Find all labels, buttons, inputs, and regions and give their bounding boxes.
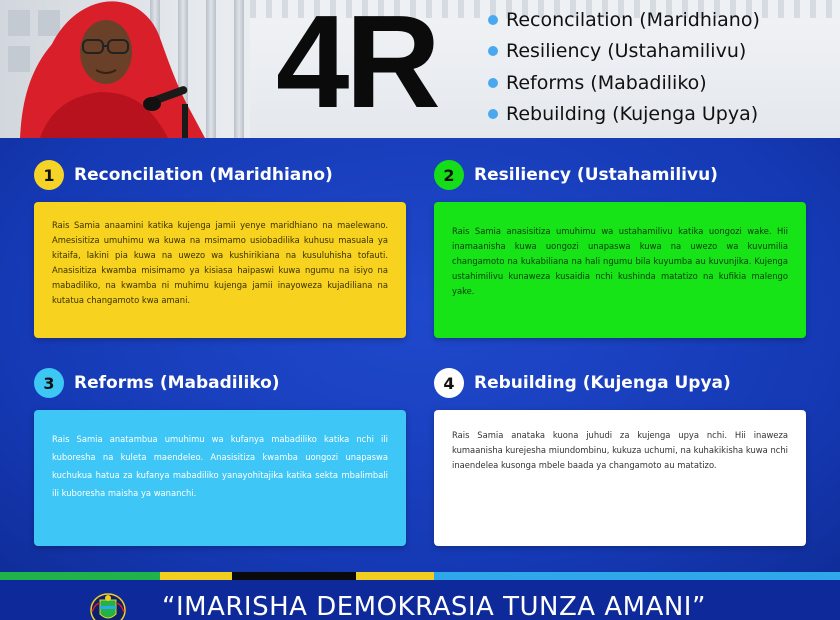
stripe-segment	[434, 572, 840, 580]
bullet-icon	[488, 78, 498, 88]
coat-of-arms-icon	[88, 588, 128, 620]
stripe-segment	[232, 572, 356, 580]
bullet-icon	[488, 46, 498, 56]
card-reconciliation	[34, 202, 406, 338]
stripe-segment	[160, 572, 232, 580]
header-list-item	[488, 99, 760, 131]
header-list-item	[488, 36, 760, 68]
bullet-icon	[488, 109, 498, 119]
footer	[0, 580, 840, 620]
stripe-segment	[0, 572, 160, 580]
president-portrait	[0, 0, 250, 138]
section-heading-resiliency	[434, 160, 718, 190]
flag-stripe	[0, 572, 840, 580]
card-reforms	[34, 410, 406, 546]
section-title: Rebuilding (Kujenga Upya)	[474, 373, 731, 393]
section-heading-reconciliation	[34, 160, 333, 190]
header-list-item	[488, 67, 760, 99]
header-item-label: Rebuilding (Kujenga Upya)	[506, 103, 759, 126]
header-list	[488, 4, 760, 130]
section-heading-rebuilding	[434, 368, 731, 398]
header-item-label: Reforms (Mabadiliko)	[506, 71, 707, 94]
headline-4r: 4R	[276, 0, 437, 135]
card-resiliency	[434, 202, 806, 338]
card-body: Rais Samia anasisitiza umuhimu wa ustahamilivu katika uongozi wake. Hii inamaanisha kuwa uongozi unapaswa kuwa na uwezo wa kuvumilia changamoto na kukabiliana na hali ngumu bila kuyumba au kuvunjika. Kujenga ustahimilivu kunaweza kusaidia nchi kushinda matatizo na kufikia malengo yake.	[452, 226, 788, 296]
card-body: Rais Samia anataka kuona juhudi za kujenga upya nchi. Hii inaweza kumaanisha kurejesha miundombinu, kukuza uchumi, na kuhakikisha kuwa nchi inaendelea kusonga mbele baada ya changamoto au matatizo.	[452, 430, 788, 470]
header-banner	[0, 0, 840, 138]
card-body: Rais Samia anaamini katika kujenga jamii yenye maridhiano na maelewano. Amesisitiza umuhimu wa kuwa na msimamo usiobadilika kuhusu masuala ya kitaifa, lakini pia kuwa na uwezo wa kushirikiana na kusuluhisha tofauti. Anasisitiza kwamba misimamo ya kisiasa haipaswi kuwa ngumu na isiyo na mabadiliko, na kwamba ni muhimu kujenga jamii inayoweza kujadiliana na kutatua changamoto kwa amani.	[52, 220, 388, 305]
main-content	[0, 138, 840, 572]
header-list-item	[488, 4, 760, 36]
section-number-badge: 2	[434, 160, 464, 190]
section-title: Reforms (Mabadiliko)	[74, 373, 280, 393]
section-number-badge: 4	[434, 368, 464, 398]
section-number-badge: 3	[34, 368, 64, 398]
footer-slogan: “IMARISHA DEMOKRASIA TUNZA AMANI”	[162, 592, 706, 620]
card-body: Rais Samia anatambua umuhimu wa kufanya mabadiliko katika nchi ili kuboresha na kuleta maendeleo. Anasisitiza kwamba uongozi unapaswa kuchukua hatua za kufanya mabadiliko yanayohitajika katika sekta mbalimbali ili kuboresha maisha ya wananchi.	[52, 434, 388, 498]
section-title: Reconcilation (Maridhiano)	[74, 165, 333, 185]
header-item-label: Resiliency (Ustahamilivu)	[506, 40, 747, 63]
section-heading-reforms	[34, 368, 280, 398]
card-rebuilding	[434, 410, 806, 546]
stripe-segment	[356, 572, 434, 580]
bullet-icon	[488, 15, 498, 25]
section-number-badge: 1	[34, 160, 64, 190]
section-title: Resiliency (Ustahamilivu)	[474, 165, 718, 185]
header-item-label: Reconcilation (Maridhiano)	[506, 8, 760, 31]
